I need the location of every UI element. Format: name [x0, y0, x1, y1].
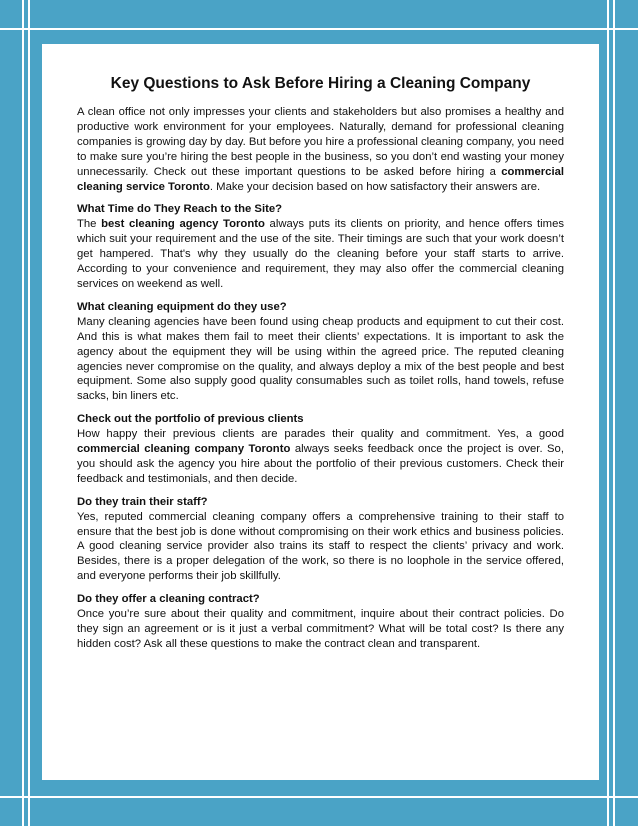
body-text: The — [77, 218, 102, 231]
section-heading: Check out the portfolio of previous clients — [77, 413, 304, 426]
frame-strip-left-inner — [28, 0, 30, 826]
body-keyword: best cleaning agency Toronto — [101, 218, 265, 231]
body-text-end: always puts its clients on priority, and hence offers times which suit your requirement and the use of the site. Their timings are such that your work doesn’t get hampered. That's why they usually do the cleaning before your staff starts to arrive. According to your convenience and requirement, they may also offer the commercial cleaning services on weekend as well. — [77, 218, 564, 290]
section-body — [77, 607, 564, 652]
section-equipment — [77, 300, 564, 404]
body-text: Many cleaning agencies have been found using cheap products and equipment to cut their cost. And this is what makes them fail to meet their clients’ expectations. It is important to ask the agency about the equipment they will be using within the agreed price. The reputed cleaning agencies never compromise on the quality, and always deploy a mix of the best people and best equipment. Some also supply good quality consumables such as toilet rolls, hand towels, refuse sacks, bin liners etc. — [77, 315, 564, 403]
section-body — [77, 315, 564, 404]
section-contract — [77, 592, 564, 652]
body-text: Yes, reputed commercial cleaning company offers a comprehensive training to their staff to ensure that the best job is done without compromising on their work ethics and business policies. A good cleaning service provider also trains its staff to respect the clients’ privacy and work. Besides, there is a proper delegation of the work, so there is no loophole in the service offered, and everyone performs their job skillfully. — [77, 510, 564, 583]
section-heading: Do they train their staff? — [77, 495, 208, 508]
section-portfolio — [77, 412, 564, 487]
frame-strip-bottom — [0, 796, 638, 798]
frame-strip-right — [613, 0, 615, 826]
page-title: Key Questions to Ask Before Hiring a Cleaning Company — [110, 75, 531, 92]
document-page — [42, 44, 599, 780]
body-text: How happy their previous clients are parades their quality and commitment. Yes, a good — [77, 428, 564, 441]
frame-strip-right-inner — [607, 0, 609, 826]
intro-paragraph — [77, 105, 564, 194]
section-heading: What cleaning equipment do they use? — [77, 300, 287, 313]
section-heading: Do they offer a cleaning contract? — [77, 593, 260, 606]
body-text-end: always seeks feedback once the project is over. So, you should ask the agency you hire about the portfolio of their previous customers. Check their feedback and testimonials, and then decide. — [77, 443, 564, 485]
section-site-timing — [77, 202, 564, 291]
section-staff-training — [77, 495, 564, 584]
intro-text-end: . Make your decision based on how satisfactory their answers are. — [209, 180, 541, 193]
body-text: Once you’re sure about their quality and commitment, inquire about their contract policies. Do they sign an agreement or is it just a verbal commitment? What will be total cost? Is there any hidden cost? Ask all these questions to make the contract clean and transparent. — [77, 608, 564, 650]
section-body — [77, 510, 564, 585]
frame-strip-top — [0, 28, 638, 30]
section-body — [77, 427, 564, 487]
body-keyword: commercial cleaning company Toronto — [77, 443, 291, 456]
section-heading: What Time do They Reach to the Site? — [77, 203, 283, 216]
frame-strip-left — [22, 0, 24, 826]
intro-keyword: commercial cleaning service Toronto — [77, 165, 564, 193]
intro-text: A clean office not only impresses your clients and stakeholders but also promises a healthy and productive work environment for your employees. Naturally, demand for professional cleaning companies is growing day by day. But before you hire a professional cleaning company, you need to make sure you’re hiring the best people in the business, so you don’t end wasting your money unnecessarily. Check out these important questions to be asked before hiring a — [77, 106, 564, 178]
section-body — [77, 217, 564, 292]
